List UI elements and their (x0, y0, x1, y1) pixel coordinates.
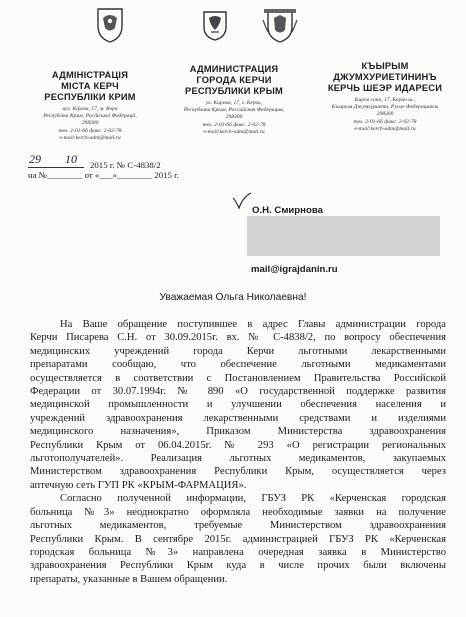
body-line: здравоохранения Республики Крым куда в числе прочих были включены (30, 560, 446, 572)
header-title-line: МІСТА КЕРЧ (61, 81, 119, 91)
city-coat-of-arms-icon (95, 6, 125, 44)
kerch-coat-of-arms-icon (260, 6, 300, 44)
body-line: медицинской промышленности и улучшении обеспечения населения и (30, 399, 446, 411)
header-address-line: e-mail:kerch-adm@mail.ru (203, 128, 265, 135)
header-title-line: ГОРОДА КЕРЧИ (196, 75, 272, 85)
header-address-line: Къырым Джумхуриети, Русие Федерациясы (331, 104, 439, 111)
header-title-line: КЕРЧЬ ШЕЭР ИДАРЕСИ (327, 83, 443, 93)
body-line: Республики Крым. В сентябре 2015г. администрацией ГБУЗ РК «Керченская (30, 533, 446, 545)
header-address-line: e-mail:kerch-adm@mail.ru (354, 125, 416, 132)
body-line: препаратами сообщаю, что обеспечение льготными медикаментами (30, 359, 446, 371)
header-title-line: ДЖУМХУРИЕТИНИНЪ (333, 72, 437, 82)
body-line: Республики Крым от 06.04.2015г. № 293 «О регистрации региональных (30, 439, 446, 451)
salutation: Уважаемая Ольга Николаевна! (159, 292, 307, 303)
header-address-line: 298300 (225, 114, 243, 121)
header-address-line: ул. Кирова, 17, г. Керчь, (205, 100, 263, 106)
body-line: больница №3» неоднократно оформляла необходимые заявки на получение (30, 506, 446, 518)
header-address-line: вул. Кірова, 17, м. Керч (62, 106, 118, 112)
body-line: медицинского назначения», Приказом Министерства здравоохранения (30, 426, 446, 438)
header-address-line: тел. 2-01-66 факс. 2-02-78 (58, 127, 122, 134)
crimea-emblem-icon (200, 8, 230, 42)
header-title-line: РЕСПУБЛІКИ КРИМ (44, 92, 136, 102)
body-line: На Ваше обращение поступившее в адрес Главы администрации города (60, 319, 446, 330)
header-crimean-tatar-block (310, 61, 460, 133)
header-russian-block (163, 64, 305, 136)
outgoing-date-line (28, 158, 161, 170)
incoming-reference-line: на №________ от «___»________ 2015 г. (28, 170, 179, 180)
body-line: учреждений здравоохранения лекарственными средствами и изделиями (30, 412, 446, 424)
body-line: осуществляется в соответствии с Постановлением Правительства Российской (30, 372, 446, 384)
body-line: Федерации от 30.07.1994г. № 890 «О государственной поддержке развития (30, 386, 446, 398)
header-address-line: Республика Крым, Российская Федерация, (183, 107, 285, 114)
body-line: городская больница №3» направлена очередная заявка в Министерство (30, 546, 446, 558)
header-address-line: Киров сокъ, 17, Керич ш., (354, 97, 416, 103)
header-ukrainian-block (24, 70, 156, 142)
body-line: препараты, указанные в Вашем обращении. (30, 573, 228, 585)
header-address-line: 298300 (376, 111, 394, 118)
redacted-address-block (247, 216, 440, 256)
header-title-line: АДМІНІСТРАЦІЯ (51, 70, 129, 80)
outgoing-number: 2015 г. № С-4838/2 (90, 160, 161, 170)
recipient-name: О.Н. Смирнова (252, 205, 323, 216)
header-title-line: РЕСПУБЛИКИ КРЫМ (185, 86, 283, 96)
letter-body (30, 318, 446, 586)
header-address-line: e-mail:kerch-adm@mail.ru (59, 134, 121, 141)
body-line: Керчи Писарева С.Н. от 30.09.2015г. вх. № С-4838/2, по вопросу обеспечения (30, 332, 446, 344)
recipient-email: mail@igrajdanin.ru (251, 264, 338, 275)
body-line: льготополучателей». Реализация льготных медикаментов, закупаемых (30, 453, 446, 465)
header-address-line: 298300 (81, 120, 99, 127)
header-title-line: АДМИНИСТРАЦИЯ (189, 64, 279, 74)
header-address-line: Республіка Крим, Російської Федерації, (43, 113, 137, 120)
header-address-line: тел. 2-01-66 факс. 2-02-78 (202, 121, 266, 128)
header-title-line: КЪЫРЫМ (361, 61, 409, 71)
body-line: льготных медикаментов, требуемые Министерством здравоохранения (30, 520, 446, 532)
body-line: Согласно полученной информации, ГБУЗ РК «Керченская городская (60, 493, 446, 505)
body-line: аптечную сеть ГУП РК «КРЫМ-ФАРМАЦИЯ». (30, 479, 247, 491)
body-line: медицинских учреждений города Керчи льготными лекарственными (30, 345, 446, 357)
handwritten-check-icon (232, 192, 252, 210)
body-line: Министерством здравоохранения Республики Крым, осуществляется через (30, 466, 446, 478)
handwritten-day: 29 (29, 152, 41, 166)
header-address-line: тел. 2-01-66 факс. 2-02-78 (353, 118, 417, 125)
handwritten-month: 10 (65, 152, 77, 166)
